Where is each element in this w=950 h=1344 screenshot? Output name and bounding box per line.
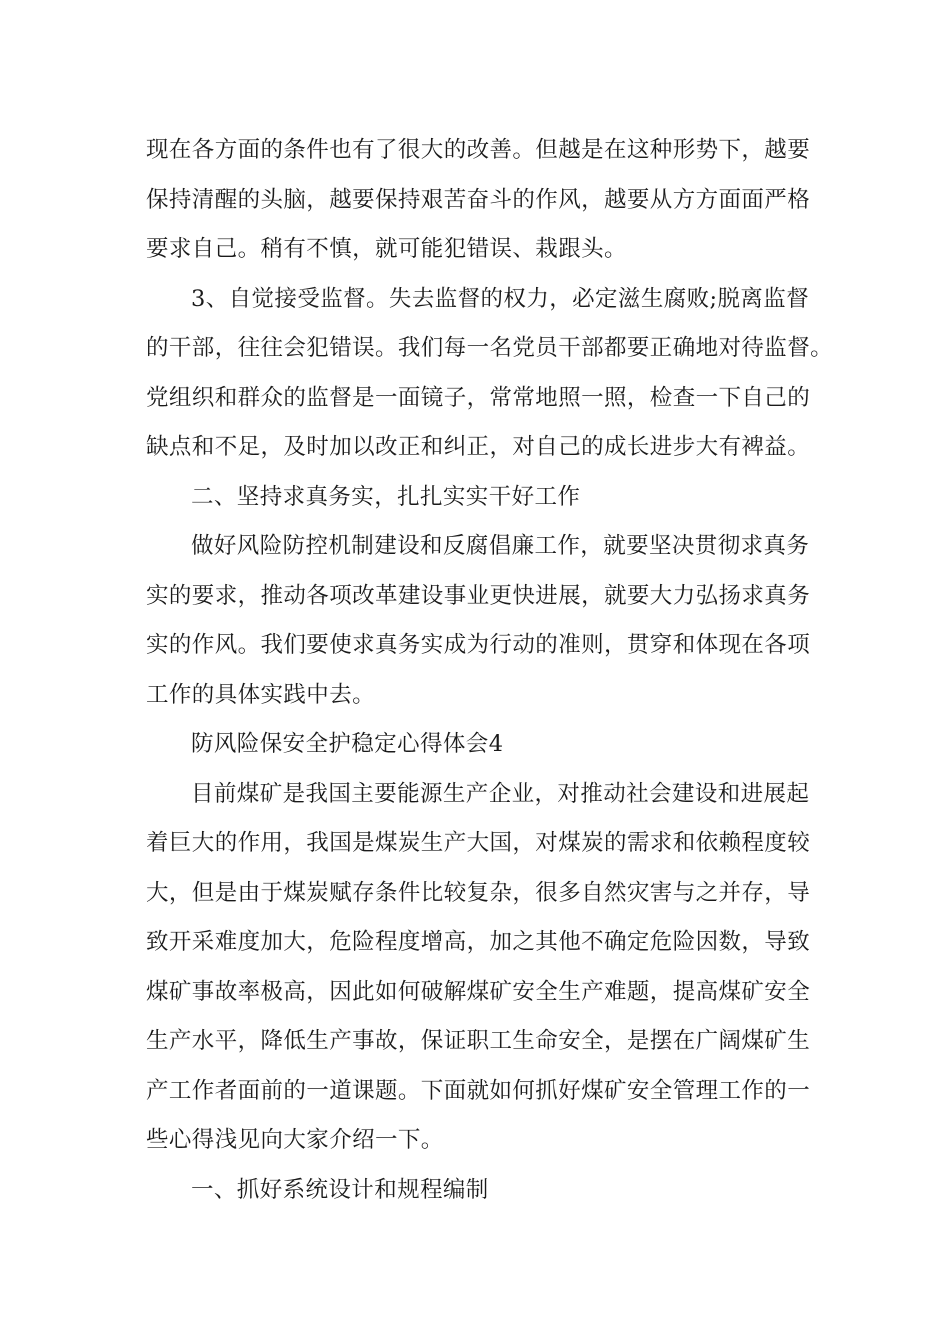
- text-line-6: 党组织和群众的监督是一面镜子，常常地照一照，检查一下自己的: [146, 384, 811, 411]
- text-line-4: 3、自觉接受监督。失去监督的权力，必定滋生腐败;脱离监督: [191, 285, 810, 312]
- text-line-21: 些心得浅见向大家介绍一下。: [146, 1127, 444, 1153]
- text-line-5: 的干部，往往会犯错误。我们每一名党员干部都要正确地对待监督。: [146, 335, 834, 361]
- text-line-16: 大，但是由于煤炭赋存条件比较复杂，很多自然灾害与之并存，导: [146, 879, 811, 906]
- section-heading-2: 二、坚持求真务实，扎扎实实干好工作: [191, 483, 581, 510]
- text-line-3: 要求自己。稍有不慎，就可能犯错误、栽跟头。: [146, 236, 627, 262]
- text-line-17: 致开采难度加大，危险程度增高，加之其他不确定危险因数，导致: [146, 929, 811, 955]
- document-body: [146, 126, 834, 1215]
- text-line-11: 实的作风。我们要使求真务实成为行动的准则，贯穿和体现在各项: [146, 632, 811, 658]
- text-line-14: 目前煤矿是我国主要能源生产企业，对推动社会建设和进展起: [191, 780, 810, 807]
- text-line-10: 实的要求，推动各项改革建设事业更快进展，就要大力弘扬求真务: [146, 582, 811, 609]
- article-title: 防风险保安全护稳定心得体会4: [191, 731, 504, 757]
- text-line-15: 着巨大的作用，我国是煤炭生产大国，对煤炭的需求和依赖程度较: [146, 830, 811, 856]
- text-line-12: 工作的具体实践中去。: [146, 681, 376, 708]
- text-line-7: 缺点和不足，及时加以改正和纠正，对自己的成长进步大有裨益。: [146, 434, 811, 460]
- text-line-19: 生产水平，降低生产事故，保证职工生命安全，是摆在广阔煤矿生: [146, 1028, 811, 1054]
- text-line-9: 做好风险防控机制建设和反腐倡廉工作，就要坚决贯彻求真务: [191, 533, 810, 559]
- text-line-18: 煤矿事故率极高，因此如何破解煤矿安全生产难题，提高煤矿安全: [146, 978, 811, 1005]
- text-line-20: 产工作者面前的一道课题。下面就如何抓好煤矿安全管理工作的一: [146, 1077, 811, 1104]
- section-heading-1: 一、抓好系统设计和规程编制: [191, 1176, 489, 1203]
- text-line-2: 保持清醒的头脑，越要保持艰苦奋斗的作风，越要从方方面面严格: [146, 186, 811, 213]
- text-line-1: 现在各方面的条件也有了很大的改善。但越是在这种形势下，越要: [146, 137, 811, 163]
